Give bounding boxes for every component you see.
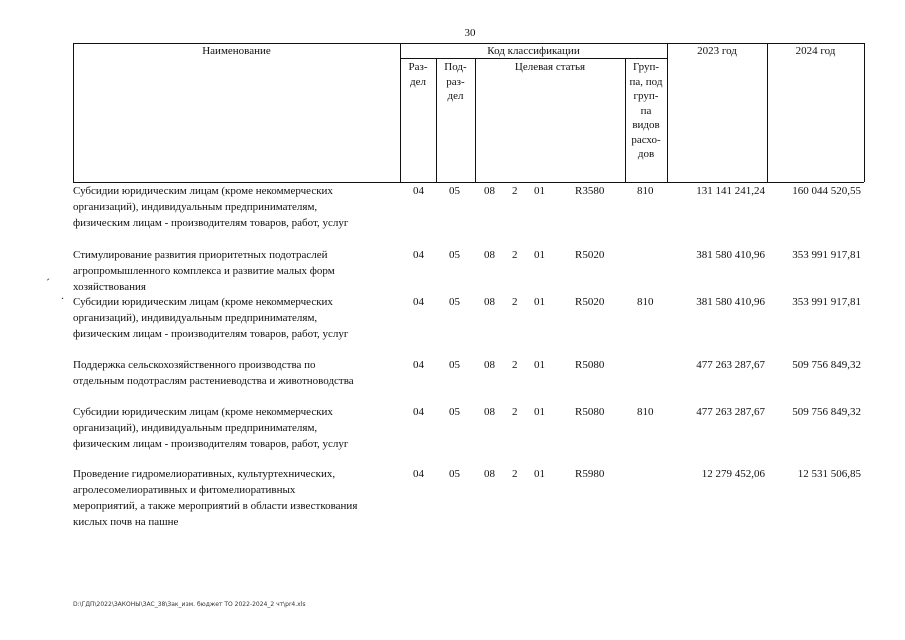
- row-razdel: 04: [413, 249, 424, 261]
- row-target-code: R5020: [575, 296, 605, 308]
- row-target-subprogram: 2: [512, 185, 518, 197]
- row-expense-type: 810: [637, 296, 654, 308]
- row-amount-2024: 12 531 506,85: [797, 468, 861, 480]
- row-razdel: 04: [413, 468, 424, 480]
- file-path-footer: D:\ГДП\2022\ЗАКОНЫ\ЗАС_38\Зак_изм. бюджет ТО 2022-2024_2 чт\pr4.xls: [73, 601, 306, 608]
- row-target-subprogram: 2: [512, 249, 518, 261]
- row-target-subprogram: 2: [512, 359, 518, 371]
- row-target-code: R5080: [575, 406, 605, 418]
- row-razdel: 04: [413, 359, 424, 371]
- row-podrazdel: 05: [449, 406, 460, 418]
- header-expense-group: Груп- па, под груп- па видов расхо- дов: [629, 61, 663, 160]
- row-name: Стимулирование развития приоритетных подотраслей агропромышленного комплекса и развитие малых форм хозяйствования: [73, 249, 335, 293]
- row-podrazdel: 05: [449, 296, 460, 308]
- row-amount-2023: 477 263 287,67: [696, 406, 765, 418]
- row-amount-2024: 160 044 520,55: [792, 185, 861, 197]
- row-target-code: R5020: [575, 249, 605, 261]
- row-target-program: 08: [484, 406, 495, 418]
- row-target-subprogram: 2: [512, 468, 518, 480]
- scan-mark: .: [61, 288, 64, 302]
- header-year-2023: 2023 год: [697, 45, 737, 57]
- row-target-subprogram: 2: [512, 406, 518, 418]
- row-name: Субсидии юридическим лицам (кроме некоммерческих организаций), индивидуальным предпринимателям, физическим лицам - производителям товаров, работ, услуг: [73, 185, 349, 229]
- row-name: Субсидии юридическим лицам (кроме некоммерческих организаций), индивидуальным предпринимателям, физическим лицам - производителям товаров, работ, услуг: [73, 406, 349, 450]
- row-target-event: 01: [534, 185, 545, 197]
- scan-mark: ´: [46, 276, 50, 290]
- row-amount-2023: 381 580 410,96: [696, 296, 765, 308]
- row-expense-type: 810: [637, 406, 654, 418]
- row-target-program: 08: [484, 296, 495, 308]
- row-amount-2024: 353 991 917,81: [792, 296, 861, 308]
- header-year-2024: 2024 год: [795, 45, 836, 57]
- row-amount-2024: 509 756 849,32: [792, 359, 861, 371]
- header-subsection: Под- раз- дел: [444, 61, 467, 102]
- row-target-program: 08: [484, 359, 495, 371]
- row-amount-2023: 477 263 287,67: [696, 359, 765, 371]
- row-target-program: 08: [484, 185, 495, 197]
- row-target-code: R5980: [575, 468, 605, 480]
- row-amount-2023: 131 141 241,24: [696, 185, 765, 197]
- row-target-event: 01: [534, 249, 545, 261]
- row-target-subprogram: 2: [512, 296, 518, 308]
- row-name: Проведение гидромелиоративных, культуртехнических, агролесомелиоративных и фитомелиоративных мероприятий, а также мероприятий в области известкования кислых почв на пашне: [73, 468, 358, 528]
- row-amount-2023: 381 580 410,96: [696, 249, 765, 261]
- row-target-program: 08: [484, 249, 495, 261]
- row-amount-2024: 509 756 849,32: [792, 406, 861, 418]
- row-target-code: R5080: [575, 359, 605, 371]
- row-expense-type: 810: [637, 185, 654, 197]
- row-podrazdel: 05: [449, 468, 460, 480]
- row-podrazdel: 05: [449, 185, 460, 197]
- row-target-event: 01: [534, 406, 545, 418]
- header-name: Наименование: [202, 45, 271, 57]
- row-razdel: 04: [413, 406, 424, 418]
- row-target-event: 01: [534, 359, 545, 371]
- header-target: Целевая статья: [514, 61, 586, 73]
- row-amount-2023: 12 279 452,06: [701, 468, 765, 480]
- row-podrazdel: 05: [449, 359, 460, 371]
- row-podrazdel: 05: [449, 249, 460, 261]
- row-razdel: 04: [413, 185, 424, 197]
- row-name: Поддержка сельскохозяйственного производства по отдельным подотраслям растениеводства и животноводства: [73, 359, 354, 387]
- row-razdel: 04: [413, 296, 424, 308]
- row-amount-2024: 353 991 917,81: [792, 249, 861, 261]
- row-name: Субсидии юридическим лицам (кроме некоммерческих организаций), индивидуальным предпринимателям, физическим лицам - производителям товаров, работ, услуг: [73, 296, 349, 340]
- header-code-group: Код классификации: [487, 45, 580, 57]
- header-section: Раз- дел: [408, 61, 428, 88]
- row-target-code: R3580: [575, 185, 605, 197]
- row-target-event: 01: [534, 468, 545, 480]
- page-number: 30: [464, 27, 476, 39]
- row-target-program: 08: [484, 468, 495, 480]
- row-target-event: 01: [534, 296, 545, 308]
